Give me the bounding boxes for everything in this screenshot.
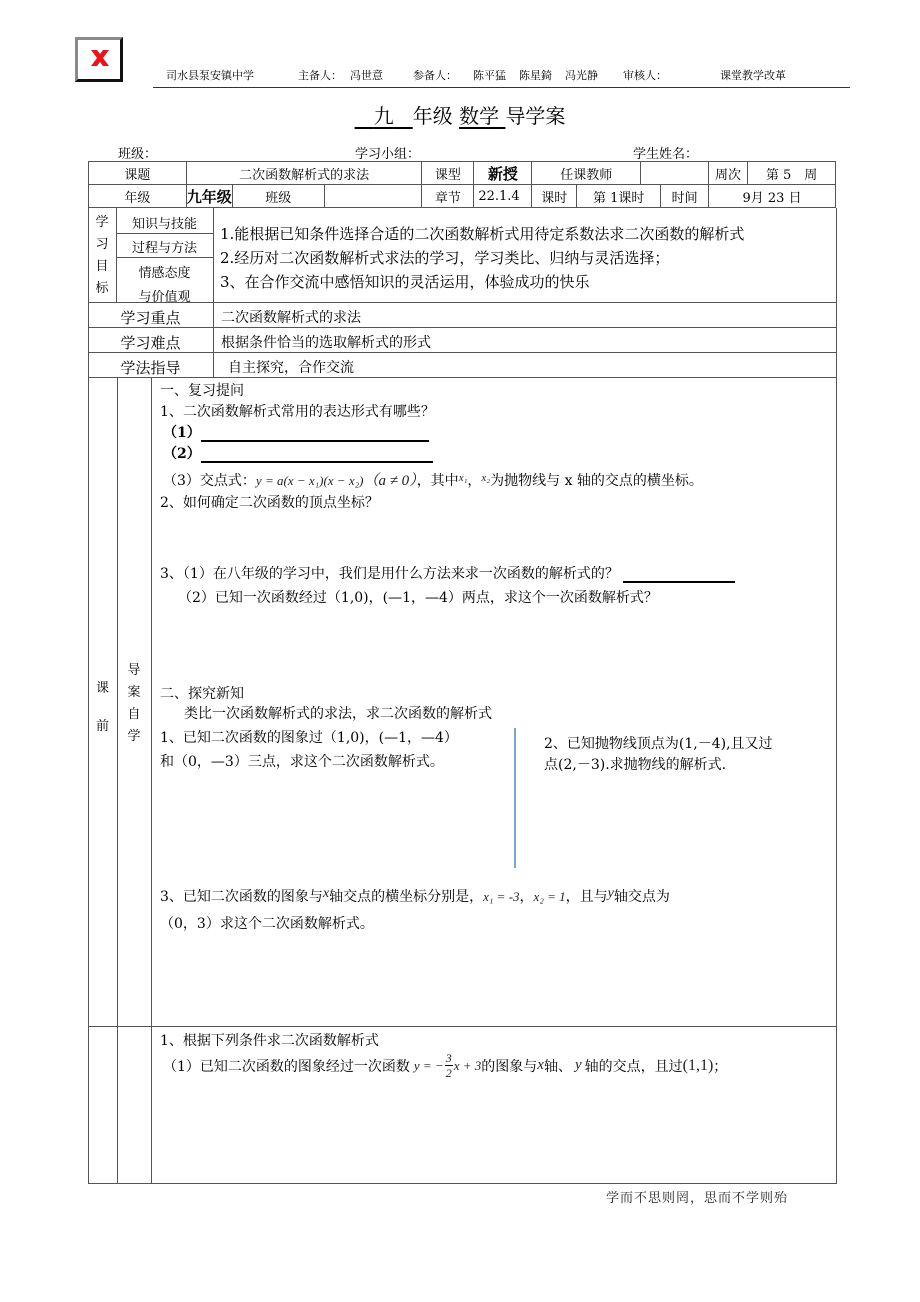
side-char: 目: [95, 259, 109, 274]
type-label: 课型: [422, 162, 474, 185]
eq-x1: x₁ = -3: [483, 889, 520, 904]
group-field-label: 学习小组：: [355, 147, 421, 162]
pre-divider-2: [151, 377, 152, 1184]
broken-image-icon: [90, 48, 110, 68]
participant-1: 陈平猛: [473, 69, 506, 82]
method-label: 学法指导: [120, 359, 181, 377]
difficulty-value: 根据条件恰当的选取解析式的形式: [221, 335, 431, 351]
side-char: 标: [95, 281, 109, 296]
category-emotion-1: 情感态度: [138, 266, 191, 281]
side-char: 课: [95, 681, 109, 696]
objectives-side-label: [88, 212, 116, 300]
var-x1: x₁: [458, 472, 468, 484]
fraction-numerator: 3: [445, 1051, 452, 1065]
practice-q1: [163, 1051, 727, 1080]
p3-text-c: ，: [519, 889, 534, 905]
review-q1: 1、二次函数解析式常用的表达形式有哪些？: [160, 404, 435, 420]
objective-item-1: 1.能根据已知条件选择合适的二次函数解析式用待定系数法求二次函数的解析式: [220, 225, 745, 243]
header-divider: [153, 87, 850, 88]
name-field-label: 学生姓名：: [633, 147, 699, 162]
reviewer-label: 审核人：: [623, 69, 667, 82]
formula-right: x + 3: [453, 1057, 482, 1073]
explore-p2-line1: 2、已知抛物线顶点为(1,－4),且又过: [544, 736, 773, 752]
answer-blank-1[interactable]: [201, 426, 429, 442]
q1-3-mid: ，其中: [416, 473, 459, 489]
practice-q1-text-a: （1）已知二次函数的图象经过一次函数: [163, 1058, 410, 1075]
topic-value: 二次函数解析式的求法: [186, 162, 422, 185]
q1-1-label: （1）: [163, 425, 201, 441]
obj-hline-2: [116, 257, 213, 258]
point: (1,1): [682, 1056, 714, 1074]
topic-label: 课题: [89, 162, 187, 185]
p3-text-b: 轴交点的横坐标分别是，: [329, 889, 484, 905]
teacher-label: 任课教师: [532, 162, 641, 185]
formula-left: y = −: [413, 1057, 444, 1073]
q1-3-label: （3）交点式：: [163, 473, 256, 489]
side-char: 案: [127, 685, 141, 700]
hline-1026: [88, 1026, 837, 1027]
review-q2: 2、如何确定二次函数的顶点坐标？: [160, 495, 379, 511]
category-knowledge: 知识与技能: [131, 217, 197, 232]
var-y: y: [607, 886, 614, 901]
answer-blank-3[interactable]: [623, 569, 735, 583]
q3-1-text: 3、（1）在八年级的学习中，我们是用什么方法来求一次函数的解析式的？: [160, 566, 619, 582]
explore-p3-line1: [160, 886, 670, 906]
var-x2: x₂: [481, 472, 491, 484]
grade-value: 九年级: [186, 185, 232, 208]
logo-image: [75, 37, 123, 82]
chapter-value: 22.1.4: [474, 185, 532, 208]
side-char: 自: [127, 707, 141, 722]
q1-3-suffix: 为抛物线与 x 轴的交点的横坐标。: [490, 473, 703, 489]
q1-3-comma: ，: [467, 473, 482, 489]
pre-class-label: [88, 670, 117, 746]
review-q1-2: [163, 443, 433, 463]
review-q1-1: [163, 422, 429, 442]
self-study-label: [117, 660, 151, 748]
chapter-label: 章节: [422, 185, 474, 208]
review-heading: 一、复习提问: [160, 383, 244, 399]
practice-q1-text-b: 的图象与: [481, 1058, 538, 1075]
side-char: 前: [95, 719, 109, 734]
participants-label: 参备人：: [413, 69, 457, 82]
column-divider: [514, 728, 516, 868]
var-x: x: [322, 886, 330, 901]
review-q1-3: [163, 469, 703, 490]
page-title: [0, 100, 920, 129]
side-char: 学: [95, 215, 109, 230]
intercept-formula: y = a(x − x₁)(x − x₂): [255, 473, 364, 488]
side-char: 学: [127, 729, 141, 744]
week-value: 第 5 周: [748, 162, 836, 185]
participant-3: 冯光静: [565, 69, 598, 82]
key-point-value: 二次函数解析式的求法: [221, 310, 361, 326]
objective-item-2: 2.经历对二次函数解析式求法的学习，学习类比、归纳与灵活选择；: [220, 249, 670, 267]
practice-q1-end: ；: [713, 1058, 728, 1075]
participant-2: 陈星錡: [519, 69, 552, 82]
practice-q1-text-c: 轴、: [543, 1058, 572, 1075]
reform-label: 课堂教学改革: [720, 69, 786, 82]
period-value: 第 1课时: [577, 185, 661, 208]
p3-text-d: ，且与: [565, 889, 608, 905]
class-value: [324, 185, 422, 208]
objective-item-3: 3、在合作交流中感悟知识的灵活运用，体验成功的快乐: [220, 273, 590, 291]
category-process: 过程与方法: [131, 241, 197, 256]
grade-label: 年级: [89, 185, 187, 208]
method-value: 自主探究，合作交流: [228, 360, 354, 376]
eq-x2: x₂ = 1: [533, 889, 566, 904]
title-grade: 九: [373, 104, 394, 128]
obj-hline-1: [116, 233, 213, 234]
q1-2-label: （2）: [163, 446, 201, 462]
key-point-label: 学习重点: [120, 309, 181, 327]
review-q3-1: [160, 563, 735, 583]
side-char: 导: [127, 663, 141, 678]
explore-p2-line2: 点(2,－3).求抛物线的解析式.: [544, 757, 727, 773]
review-q3-2: （2）已知一次函数经过（1,0)，(—1，—4）两点，求这个一次函数解析式？: [178, 590, 658, 606]
explore-heading: 二、探究新知: [160, 686, 244, 702]
practice-heading: 1、根据下列条件求二次函数解析式: [160, 1033, 379, 1049]
answer-blank-2[interactable]: [201, 447, 433, 463]
explore-intro: 类比一次函数解析式的求法，求二次函数的解析式: [184, 706, 492, 722]
p3-text-e: 轴交点为: [613, 889, 670, 905]
lead-name: 冯世意: [350, 69, 383, 82]
var-y: y: [574, 1057, 582, 1073]
category-emotion-2: 与价值观: [138, 290, 191, 305]
explore-p1-line2: 和（0，—3）三点，求这个二次函数解析式。: [160, 754, 444, 770]
title-subject: 数学: [459, 104, 500, 128]
explore-p3-line2: （0，3）求这个二次函数解析式。: [160, 916, 374, 932]
side-char: 习: [95, 237, 109, 252]
title-doc-type: 导学案: [505, 104, 566, 128]
period-label: 课时: [532, 185, 577, 208]
time-value: 9月 23 日: [709, 185, 836, 208]
fraction-denominator: 2: [445, 1066, 452, 1080]
var-x: x: [537, 1057, 544, 1073]
time-label: 时间: [661, 185, 709, 208]
formula-condition: （a ≠ 0）: [363, 473, 417, 489]
school-name: 司水县泵安镇中学: [166, 69, 254, 82]
info-table: [88, 161, 836, 208]
practice-q1-text-d: 轴的交点，且过: [584, 1058, 683, 1075]
lead-label: 主备人：: [298, 69, 342, 82]
pre-divider-1: [117, 377, 118, 1184]
explore-p1-line1: 1、已知二次函数的图象过（1,0)，(—1，—4）: [160, 730, 458, 746]
teacher-value: [641, 162, 709, 185]
fraction: [445, 1051, 453, 1080]
class-field-label: 班级：: [118, 147, 158, 162]
p3-text-a: 3、已知二次函数的图象与: [160, 889, 323, 905]
difficulty-label: 学习难点: [120, 334, 181, 352]
type-value: 新授: [474, 162, 532, 185]
class-label: 班级: [232, 185, 324, 208]
title-grade-suffix: 年级: [412, 104, 453, 128]
week-label: 周次: [709, 162, 748, 185]
footer-motto: 学而不思则罔，思而不学则殆: [606, 1191, 789, 1206]
